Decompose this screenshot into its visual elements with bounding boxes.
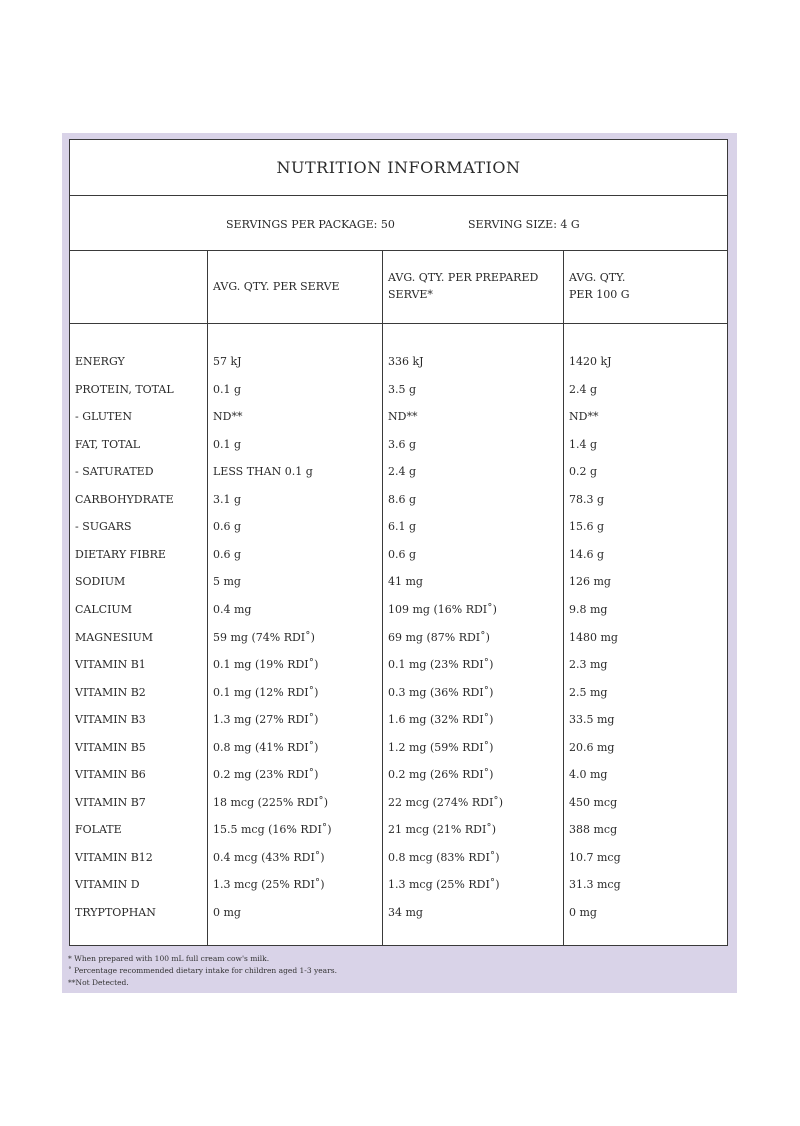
per-100g-value: 15.6 g — [569, 520, 605, 534]
table-row — [70, 486, 727, 514]
per-prepared-value: 336 kJ — [388, 355, 424, 368]
per-prepared-value: 2.4 g — [388, 465, 417, 479]
per-prepared-value: 22 mcg (274% RDI˚) — [388, 795, 504, 809]
per-prepared-value: 109 mg (16% RDI˚) — [388, 602, 497, 616]
per-100g-value: 31.3 mcg — [569, 878, 621, 892]
header-per-serve: AVG. QTY. PER SERVE — [213, 280, 340, 293]
nutrient-name: FAT, TOTAL — [75, 437, 141, 451]
table-row — [70, 734, 727, 762]
footnotes — [68, 953, 337, 989]
per-100g-value: 14.6 g — [569, 547, 605, 561]
per-100g-value: 1.4 g — [569, 437, 598, 451]
per-prepared-value: 1.2 mg (59% RDI˚) — [388, 740, 494, 754]
per-serve-value: 0.1 g — [213, 382, 242, 396]
header-per-prepared-line1: AVG. QTY. PER PREPARED — [388, 271, 539, 284]
per-serve-value: 3.1 g — [213, 492, 242, 506]
per-prepared-value: 0.6 g — [388, 547, 417, 561]
nutrient-name: CARBOHYDRATE — [75, 492, 174, 506]
per-prepared-value: 3.6 g — [388, 437, 417, 451]
nutrient-name: VITAMIN B7 — [75, 795, 146, 809]
servings-per-package: SERVINGS PER PACKAGE: 50 — [226, 218, 395, 231]
footnote-rdi: ˚ Percentage recommended dietary intake for children aged 1-3 years. — [68, 966, 337, 975]
per-serve-value: LESS THAN 0.1 g — [213, 465, 313, 479]
nutrient-name: DIETARY FIBRE — [75, 547, 166, 561]
per-prepared-value: 1.6 mg (32% RDI˚) — [388, 713, 494, 727]
table-title: NUTRITION INFORMATION — [70, 140, 727, 196]
per-prepared-value: 0.3 mg (36% RDI˚) — [388, 685, 494, 699]
per-serve-value: 5 mg — [213, 575, 241, 589]
table-row — [70, 458, 727, 486]
nutrient-name: VITAMIN B3 — [75, 713, 146, 727]
serving-info-row — [70, 196, 727, 251]
table-row — [70, 899, 727, 927]
per-serve-value: 0.1 g — [213, 437, 242, 451]
nutrient-name: PROTEIN, TOTAL — [75, 382, 174, 396]
per-serve-value: 0.4 mg — [213, 602, 252, 616]
header-per-100g — [569, 269, 630, 303]
nutrient-name: - GLUTEN — [75, 410, 132, 424]
per-prepared-value: 0.1 mg (23% RDI˚) — [388, 658, 494, 672]
table-row — [70, 844, 727, 872]
header-per-prepared-serve — [388, 269, 538, 303]
nutrient-name: VITAMIN B12 — [75, 850, 153, 864]
per-serve-value: 57 kJ — [213, 355, 242, 368]
label-background — [62, 133, 737, 993]
per-100g-value: 1480 mg — [569, 630, 618, 644]
per-prepared-value: 8.6 g — [388, 492, 417, 506]
per-serve-value: 59 mg (74% RDI˚) — [213, 630, 315, 644]
per-serve-value: 0.6 g — [213, 520, 242, 534]
per-serve-value: 0.1 mg (19% RDI˚) — [213, 658, 319, 672]
per-100g-value: 450 mcg — [569, 795, 618, 809]
per-100g-value: 78.3 g — [569, 492, 605, 506]
per-100g-value: 126 mg — [569, 575, 611, 589]
nutrient-name: CALCIUM — [75, 602, 132, 616]
nutrient-name: VITAMIN B2 — [75, 685, 146, 699]
per-serve-value: 18 mcg (225% RDI˚) — [213, 795, 329, 809]
per-serve-value: 0.6 g — [213, 547, 242, 561]
per-serve-value: 1.3 mcg (25% RDI˚) — [213, 878, 325, 892]
per-prepared-value: 6.1 g — [388, 520, 417, 534]
nutrient-name: VITAMIN B6 — [75, 768, 146, 782]
per-prepared-value: 0.2 mg (26% RDI˚) — [388, 768, 494, 782]
table-row — [70, 761, 727, 789]
per-prepared-value: 3.5 g — [388, 382, 417, 396]
header-per-prepared-line2: SERVE* — [388, 288, 433, 301]
table-row — [70, 431, 727, 459]
per-100g-value: 9.8 mg — [569, 602, 608, 616]
table-row — [70, 624, 727, 652]
header-per-100g-line1: AVG. QTY. — [569, 271, 626, 284]
nutrient-name: ENERGY — [75, 355, 125, 368]
per-100g-value: 20.6 mg — [569, 740, 615, 754]
per-serve-value: 1.3 mg (27% RDI˚) — [213, 713, 319, 727]
per-serve-value: 0.1 mg (12% RDI˚) — [213, 685, 319, 699]
per-100g-value: 33.5 mg — [569, 713, 615, 727]
table-row — [70, 513, 727, 541]
per-serve-value: 0 mg — [213, 906, 241, 919]
per-prepared-value: 69 mg (87% RDI˚) — [388, 630, 490, 644]
per-100g-value: 10.7 mcg — [569, 850, 621, 864]
table-row — [70, 816, 727, 844]
nutrient-name: SODIUM — [75, 575, 126, 589]
per-serve-value: 15.5 mcg (16% RDI˚) — [213, 823, 332, 837]
per-serve-value: ND** — [213, 410, 243, 424]
table-row — [70, 403, 727, 431]
nutrient-name: - SUGARS — [75, 520, 132, 534]
table-row — [70, 568, 727, 596]
footnote-prepared: * When prepared with 100 mL full cream cow's milk. — [68, 954, 270, 963]
table-row — [70, 651, 727, 679]
per-100g-value: 388 mcg — [569, 823, 618, 837]
table-row — [70, 376, 727, 404]
per-100g-value: 4.0 mg — [569, 768, 608, 782]
table-row — [70, 706, 727, 734]
per-serve-value: 0.4 mcg (43% RDI˚) — [213, 850, 325, 864]
table-row — [70, 348, 727, 376]
nutrient-name: FOLATE — [75, 823, 122, 837]
nutrient-name: MAGNESIUM — [75, 630, 154, 644]
column-header-row — [70, 251, 727, 324]
per-100g-value: 2.5 mg — [569, 685, 608, 699]
nutrient-name: VITAMIN B1 — [75, 658, 146, 672]
per-100g-value: 2.3 mg — [569, 658, 608, 672]
per-prepared-value: 1.3 mcg (25% RDI˚) — [388, 878, 500, 892]
per-prepared-value: 21 mcg (21% RDI˚) — [388, 823, 497, 837]
footnote-not-detected: **Not Detected. — [68, 978, 129, 987]
per-serve-value: 0.8 mg (41% RDI˚) — [213, 740, 319, 754]
nutrient-name: TRYPTOPHAN — [75, 906, 156, 919]
header-per-100g-line2: PER 100 G — [569, 288, 630, 301]
nutrition-table — [69, 139, 728, 946]
nutrient-name: - SATURATED — [75, 465, 154, 479]
per-serve-value: 0.2 mg (23% RDI˚) — [213, 768, 319, 782]
table-row — [70, 679, 727, 707]
serving-size: SERVING SIZE: 4 G — [468, 218, 580, 231]
per-100g-value: 2.4 g — [569, 382, 598, 396]
table-row — [70, 596, 727, 624]
table-row — [70, 541, 727, 569]
per-prepared-value: ND** — [388, 410, 418, 424]
nutrient-name: VITAMIN D — [75, 878, 140, 892]
per-100g-value: 1420 kJ — [569, 355, 612, 368]
table-row — [70, 871, 727, 899]
per-prepared-value: 41 mg — [388, 575, 423, 589]
per-prepared-value: 34 mg — [388, 906, 423, 919]
per-prepared-value: 0.8 mcg (83% RDI˚) — [388, 850, 500, 864]
per-100g-value: 0.2 g — [569, 465, 598, 479]
per-100g-value: ND** — [569, 410, 599, 424]
per-100g-value: 0 mg — [569, 906, 597, 919]
nutrient-name: VITAMIN B5 — [75, 740, 146, 754]
table-row — [70, 789, 727, 817]
